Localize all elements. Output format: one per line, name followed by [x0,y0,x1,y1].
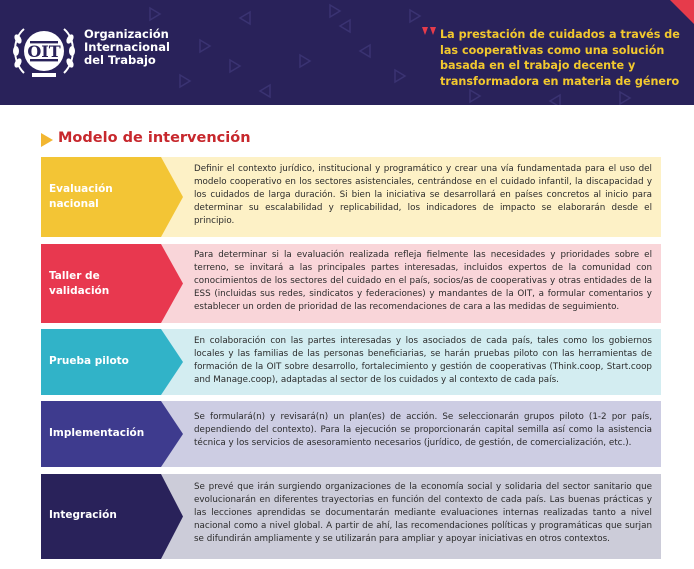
stage-description: Definir el contexto jurídico, institucional y programático y crear una vía fundamentada para el uso del modelo cooperativo en los sectores asistenciales, centrándose en el cuidado infantil, la discapacidad y los cuidados de larga duración. Si bien la iniciativa se desarrollará en países concretos al inicio para determinar su escalabilidad y replicabilidad, los indicadores de impacto se elaborarán desde el principio. [194,164,652,227]
stage-description: Se formulará(n) y revisará(n) un plan(es) de acción. Se seleccionarán grupos piloto (1-2 por país, dependiendo del contexto). Para la ejecución se proporcionarán capital semilla así como la asistencia técnica y los servicios de asesoramiento necesarios (jurídico, de gestión, de comercialización, etc.). [194,412,652,449]
stage-row-implementacion [41,401,661,467]
section-arrow-icon [41,133,53,147]
org-name-line-3: del Trabajo [84,53,156,67]
org-name-line-1: Organización [84,27,169,41]
stage-label: Prueba piloto [49,355,129,367]
stage-label: Integración [49,509,117,521]
oit-logo-emblem [10,21,78,81]
stage-description: Se prevé que irán surgiendo organizaciones de la economía social y solidaria del sector sanitario que evolucionarán en diferentes trayectorias en función del contexto de cada país. Las buenas prácticas y las lecciones aprendidas se documentarán mediante evaluaciones internas realizadas tanto a nivel nacional como a nivel global. A partir de ahí, las recomendaciones políticas y programáticas que surjan se difundirán ampliamente y se utilizarán para ampliar y apoyar iniciativas en otros contextos. [194,482,652,545]
stage-description: Para determinar si la evaluación realizada refleja fielmente las necesidades y prioridades sobre el terreno, se invitará a las principales partes interesadas, incluidos expertos de la comunidad con conocimientos de los sectores del cuidado en el país, socios/as de cooperativas y otras entidades de la ESS (incluidas sus redes, sindicatos y federaciones) y mandantes de la OIT, a formular comentarios y establecer un orden de prioridad de las recomendaciones de cara a las medidas de seguimiento. [194,250,652,313]
organization-name [84,28,170,67]
stage-row-integracion [41,474,661,559]
stage-label: Implementación [49,427,145,439]
oit-logo-text: OIT [27,42,61,61]
document-title: La prestación de cuidados a través de las cooperativas como una solución basada en el trabajo decente y transformadora en materia de género [440,28,680,88]
stage-label: Evaluación nacional [49,183,113,210]
section-title: Modelo de intervención [58,130,251,146]
quote-mark-icon [422,27,438,37]
org-name-line-2: Internacional [84,40,170,54]
stage-row-taller [41,244,661,323]
stage-row-prueba-piloto [41,329,661,395]
stage-row-evaluacion [41,157,661,237]
stage-label: Taller de validación [49,270,110,297]
corner-accent-icon [670,0,694,24]
stage-description: En colaboración con las partes interesadas y los asociados de cada país, tales como los gobiernos locales y las familias de las personas beneficiarias, se harán pruebas piloto con las herramientas de formación de la OIT sobre desarrollo, fortalecimiento y gestión de cooperativas (Think.coop, Start.coop and Manage.coop), adaptadas al sector de los cuidados y al contexto de cada país. [194,336,652,386]
header-banner [0,0,694,105]
